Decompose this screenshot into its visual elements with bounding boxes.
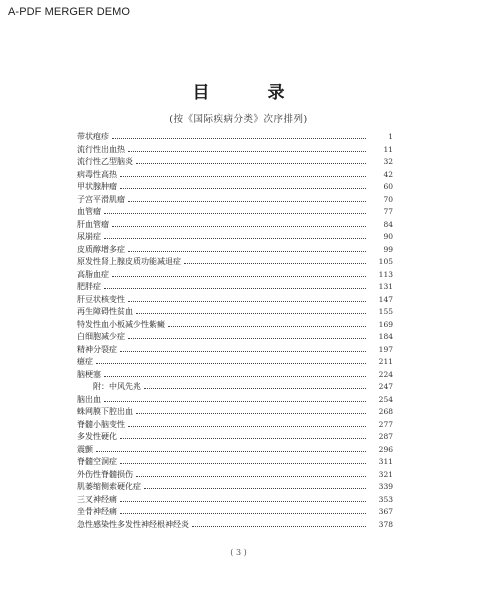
toc-entry xyxy=(77,194,393,207)
page-subtitle: (按《国际疾病分类》次序排列) xyxy=(169,114,308,125)
toc-entry-page: 277 xyxy=(378,419,393,429)
toc-entry-page: 321 xyxy=(378,469,393,479)
toc-entry-page: 77 xyxy=(383,207,393,216)
toc-entry-page: 147 xyxy=(378,294,393,304)
toc-entry-page: 378 xyxy=(378,519,393,529)
dot-leader xyxy=(120,456,366,464)
toc-entry-title: 多发性硬化 xyxy=(77,432,117,441)
toc-entry-title: 脊髓小脑变性 xyxy=(77,419,125,429)
dot-leader xyxy=(112,269,366,277)
dot-leader xyxy=(104,369,366,377)
dot-leader xyxy=(104,206,366,214)
dot-leader xyxy=(120,169,366,177)
toc-entry xyxy=(77,431,393,444)
toc-entry-page: 339 xyxy=(378,482,393,491)
toc-entry xyxy=(77,131,393,144)
toc-entry-page: 247 xyxy=(378,382,393,391)
dot-leader xyxy=(184,256,366,264)
dot-leader xyxy=(104,281,366,289)
toc-entry-page: 131 xyxy=(378,282,393,291)
toc-entry-title: 脊髓空洞症 xyxy=(77,457,117,466)
dot-leader xyxy=(120,494,366,502)
toc-entry xyxy=(77,406,393,419)
toc-entry-page: 311 xyxy=(378,457,393,466)
toc-entry-title: 子宫平滑肌瘤 xyxy=(77,194,125,204)
dot-leader xyxy=(104,231,366,239)
toc-entry xyxy=(77,206,393,219)
toc-entry xyxy=(77,219,393,232)
toc-entry-title: 病毒性高热 xyxy=(77,169,117,179)
dot-leader xyxy=(128,331,366,339)
toc-entry xyxy=(77,269,393,282)
toc-entry-title: 坐骨神经痛 xyxy=(77,507,117,516)
dot-leader xyxy=(144,481,366,489)
toc-entry-page: 70 xyxy=(383,194,393,204)
dot-leader xyxy=(128,244,366,252)
toc-entry-title: 尿崩症 xyxy=(77,232,101,241)
toc-entry-title: 肥胖症 xyxy=(77,282,101,291)
dot-leader xyxy=(112,219,366,227)
toc-entry xyxy=(77,419,393,432)
toc-entry-title: 原发性肾上腺皮质功能减退症 xyxy=(77,257,181,266)
toc-entry-page: 367 xyxy=(378,507,393,516)
toc-entry xyxy=(77,344,393,357)
dot-leader xyxy=(136,156,366,164)
toc-entry xyxy=(77,144,393,157)
toc-entry-page: 105 xyxy=(378,257,393,266)
dot-leader xyxy=(144,381,366,389)
toc-entry xyxy=(77,444,393,457)
dot-leader xyxy=(128,194,366,202)
toc-entry-title: 癔症 xyxy=(77,357,93,366)
dot-leader xyxy=(128,144,366,152)
dot-leader xyxy=(192,519,366,527)
toc-entry-title: 白细胞减少症 xyxy=(77,332,125,341)
toc-entry xyxy=(77,456,393,469)
dot-leader xyxy=(96,356,366,364)
dot-leader xyxy=(136,469,366,477)
toc-entry-page: 184 xyxy=(378,332,393,341)
toc-entry-title: 高脂血症 xyxy=(77,269,109,279)
toc-entry-page: 287 xyxy=(378,432,393,441)
toc-entry-title: 皮质醇增多症 xyxy=(77,244,125,254)
toc-entry-title: 特发性血小板减少性紫癜 xyxy=(77,319,165,329)
toc-entry xyxy=(77,169,393,182)
toc-entry-page: 60 xyxy=(383,182,393,191)
toc-entry xyxy=(77,294,393,307)
toc-entry-page: 90 xyxy=(383,232,393,241)
toc-entry-page: 296 xyxy=(378,444,393,454)
toc-entry xyxy=(77,156,393,169)
toc-entry-page: 224 xyxy=(378,369,393,379)
toc-entry-page: 113 xyxy=(378,269,393,279)
toc-entry xyxy=(77,244,393,257)
toc-entry xyxy=(77,356,393,369)
dot-leader xyxy=(96,444,366,452)
dot-leader xyxy=(120,431,366,439)
toc-entry-title: 急性感染性多发性神经根神经炎 xyxy=(77,519,189,529)
toc-entry-title: 甲状腺肿瘤 xyxy=(77,182,117,191)
dot-leader xyxy=(104,394,366,402)
page-title: 目 录 xyxy=(192,83,311,103)
toc-entry-page: 254 xyxy=(378,394,393,404)
toc-entry xyxy=(77,256,393,269)
toc-entry-title: 肝血管瘤 xyxy=(77,219,109,229)
toc-entry xyxy=(77,469,393,482)
toc-entry-page: 99 xyxy=(383,244,393,254)
toc-entry-title: 附：中风先兆 xyxy=(93,382,141,391)
dot-leader xyxy=(120,506,366,514)
dot-leader xyxy=(136,306,366,314)
toc-entry-title: 脑出血 xyxy=(77,394,101,404)
toc-entry-title: 脑梗塞 xyxy=(77,369,101,379)
toc-entry xyxy=(77,381,393,394)
toc-entry xyxy=(77,506,393,519)
toc-entry-title: 肌萎缩侧索硬化症 xyxy=(77,482,141,491)
toc-entry xyxy=(77,369,393,382)
dot-leader xyxy=(120,344,366,352)
toc-entry xyxy=(77,319,393,332)
toc-entry xyxy=(77,181,393,194)
toc-entry-page: 197 xyxy=(378,344,393,354)
dot-leader xyxy=(168,319,366,327)
table-of-contents xyxy=(77,131,393,531)
toc-entry-title: 外伤性脊髓损伤 xyxy=(77,469,133,479)
toc-entry xyxy=(77,231,393,244)
toc-entry-page: 268 xyxy=(378,407,393,416)
toc-entry xyxy=(77,481,393,494)
toc-entry-title: 血管瘤 xyxy=(77,207,101,216)
toc-entry xyxy=(77,281,393,294)
toc-entry-page: 211 xyxy=(378,357,393,366)
watermark-text: A-PDF MERGER DEMO xyxy=(8,6,131,18)
toc-entry xyxy=(77,394,393,407)
toc-entry-page: 84 xyxy=(383,219,393,229)
dot-leader xyxy=(128,419,366,427)
toc-entry-page: 353 xyxy=(378,494,393,504)
dot-leader xyxy=(128,294,366,302)
toc-entry-title: 蛛网膜下腔出血 xyxy=(77,407,133,416)
toc-entry-title: 震颤 xyxy=(77,444,93,454)
toc-entry-title: 带状疱疹 xyxy=(77,132,109,141)
toc-entry-title: 精神分裂症 xyxy=(77,344,117,354)
page-number: ( 3 ) xyxy=(230,548,247,557)
toc-entry xyxy=(77,494,393,507)
toc-entry-page: 32 xyxy=(383,157,393,166)
dot-leader xyxy=(120,181,366,189)
toc-entry-page: 11 xyxy=(383,144,393,154)
toc-entry-title: 流行性出血热 xyxy=(77,144,125,154)
toc-entry-page: 169 xyxy=(378,319,393,329)
toc-entry xyxy=(77,306,393,319)
toc-entry-page: 1 xyxy=(388,132,393,141)
toc-entry-page: 42 xyxy=(383,169,393,179)
toc-entry-title: 三叉神经痛 xyxy=(77,494,117,504)
toc-entry-title: 流行性乙型脑炎 xyxy=(77,157,133,166)
toc-entry-title: 再生障碍性贫血 xyxy=(77,307,133,316)
dot-leader xyxy=(136,406,366,414)
toc-entry-page: 155 xyxy=(378,307,393,316)
toc-entry xyxy=(77,519,393,532)
toc-entry-title: 肝豆状核变性 xyxy=(77,294,125,304)
dot-leader xyxy=(112,131,366,139)
toc-entry xyxy=(77,331,393,344)
